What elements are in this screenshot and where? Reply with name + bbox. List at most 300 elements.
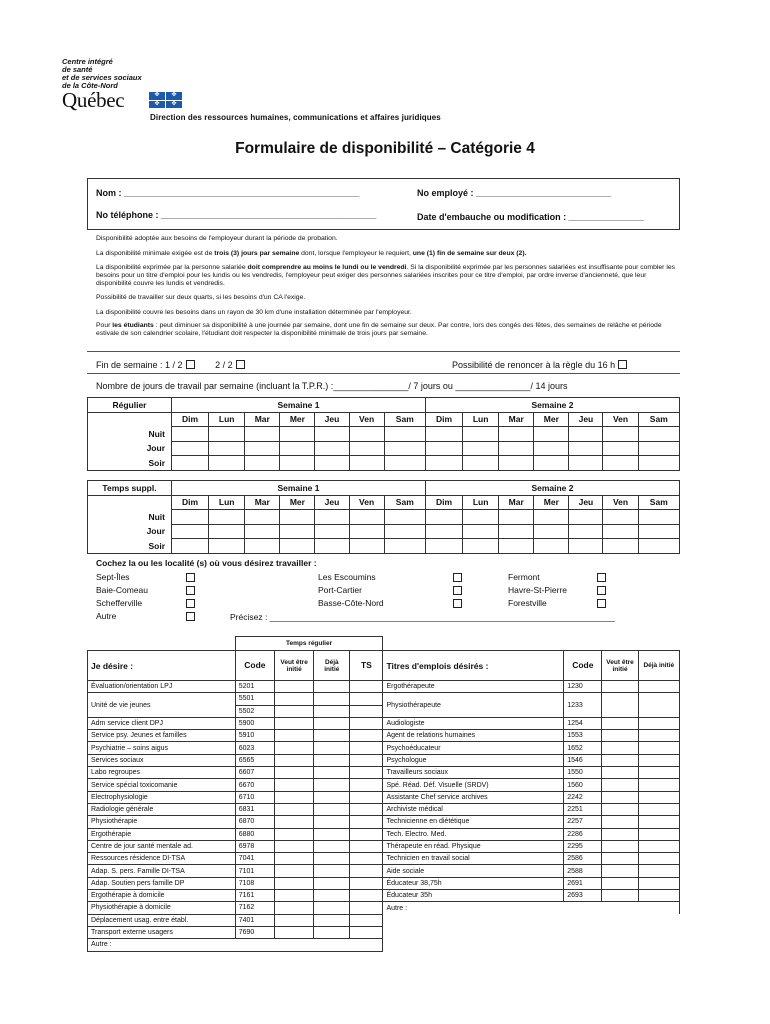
shift-row xyxy=(88,539,680,554)
deja-initie-cell[interactable] xyxy=(638,754,679,766)
veut-etre-initie-cell[interactable] xyxy=(274,890,313,902)
veut-etre-initie-cell[interactable] xyxy=(602,681,638,693)
availability-cell[interactable] xyxy=(209,441,245,456)
availability-cell[interactable] xyxy=(280,510,315,525)
ts-cell[interactable] xyxy=(350,705,383,717)
shift-row xyxy=(88,524,680,539)
veut-etre-initie-cell[interactable] xyxy=(274,791,313,803)
availability-cell[interactable] xyxy=(638,456,679,471)
ts-cell[interactable] xyxy=(350,926,383,938)
availability-cell[interactable] xyxy=(425,539,462,554)
job-row xyxy=(88,754,680,766)
day-header: Jeu xyxy=(569,412,603,427)
job-row xyxy=(88,779,680,791)
job-code: 6023 xyxy=(235,742,274,754)
availability-cell[interactable] xyxy=(603,539,638,554)
spacer xyxy=(88,495,172,510)
availability-cell[interactable] xyxy=(463,427,499,442)
day-header: Ven xyxy=(603,412,638,427)
deja-initie-cell[interactable] xyxy=(638,877,679,889)
job-code: 6565 xyxy=(235,754,274,766)
ts-cell[interactable] xyxy=(350,803,383,815)
deja-initie-cell[interactable] xyxy=(638,890,679,902)
job-title: Ressources résidence DI-TSA xyxy=(88,853,236,865)
job-title: Unité de vie jeunes xyxy=(88,693,236,718)
day-header: Sam xyxy=(384,495,425,510)
locality-checkbox[interactable] xyxy=(453,599,462,608)
veut-etre-initie-cell[interactable] xyxy=(602,693,638,718)
weekend-2-2-checkbox[interactable] xyxy=(236,360,245,369)
availability-cell[interactable] xyxy=(315,427,349,442)
availability-cell[interactable] xyxy=(603,524,638,539)
veut-etre-initie-cell[interactable] xyxy=(274,717,313,729)
veut-etre-initie-cell[interactable] xyxy=(274,828,313,840)
availability-cell[interactable] xyxy=(463,539,499,554)
deja-initie-cell[interactable] xyxy=(314,803,350,815)
veut-etre-initie-cell[interactable] xyxy=(274,902,313,914)
deja-initie-cell[interactable] xyxy=(314,926,350,938)
availability-cell[interactable] xyxy=(245,456,280,471)
job-title: Technicien en travail social xyxy=(383,853,564,865)
deja-initie-cell[interactable] xyxy=(314,693,350,705)
veut-etre-initie-cell[interactable] xyxy=(274,877,313,889)
availability-cell[interactable] xyxy=(315,510,349,525)
shift-label: Soir xyxy=(88,456,172,471)
job-code: 7041 xyxy=(235,853,274,865)
day-header: Dim xyxy=(425,412,462,427)
availability-cell[interactable] xyxy=(245,510,280,525)
availability-cell[interactable] xyxy=(315,441,349,456)
nom-field[interactable]: Nom : _______________________________________________ xyxy=(96,188,360,198)
availability-cell[interactable] xyxy=(280,524,315,539)
ts-cell[interactable] xyxy=(350,791,383,803)
weekend-1-2-checkbox[interactable] xyxy=(186,360,195,369)
deja-initie-cell[interactable] xyxy=(314,914,350,926)
veut-etre-initie-cell[interactable] xyxy=(274,705,313,717)
deja-initie-cell[interactable] xyxy=(638,828,679,840)
day-header: Jeu xyxy=(569,495,603,510)
ts-cell[interactable] xyxy=(350,828,383,840)
deja-initie-cell[interactable] xyxy=(314,902,350,914)
job-row xyxy=(88,914,680,926)
availability-cell[interactable] xyxy=(569,427,603,442)
job-code: 5201 xyxy=(235,681,274,693)
job-row xyxy=(88,730,680,742)
availability-cell[interactable] xyxy=(172,427,209,442)
veut-etre-initie-cell[interactable] xyxy=(602,890,638,902)
job-row xyxy=(88,865,680,877)
job-row xyxy=(88,890,680,902)
ts-cell[interactable] xyxy=(350,902,383,914)
availability-cell[interactable] xyxy=(172,456,209,471)
availability-cell[interactable] xyxy=(603,510,638,525)
availability-cell[interactable] xyxy=(349,441,384,456)
availability-cell[interactable] xyxy=(499,427,534,442)
job-title: Psychiatrie – soins aigus xyxy=(88,742,236,754)
precisez-field[interactable]: Précisez : _________________________________________________________________________ xyxy=(230,612,615,622)
availability-cell[interactable] xyxy=(425,524,462,539)
semaine-1-header: Semaine 1 xyxy=(172,481,426,496)
deja-initie-cell[interactable] xyxy=(314,717,350,729)
deja-initie-cell[interactable] xyxy=(638,730,679,742)
availability-cell[interactable] xyxy=(384,510,425,525)
job-title: Archiviste médical xyxy=(383,803,564,815)
weekend-2-2-label: 2 / 2 xyxy=(215,360,233,370)
locality-label: Basse-Côte-Nord xyxy=(318,598,384,608)
availability-cell[interactable] xyxy=(245,441,280,456)
availability-cell[interactable] xyxy=(172,539,209,554)
job-code: 1230 xyxy=(564,681,602,693)
availability-cell[interactable] xyxy=(638,524,679,539)
renoncer-option xyxy=(452,360,627,370)
availability-cell[interactable] xyxy=(638,427,679,442)
availability-cell[interactable] xyxy=(384,456,425,471)
job-title: Radiologie générale xyxy=(88,803,236,815)
job-code: 1652 xyxy=(564,742,602,754)
veut-etre-initie-cell[interactable] xyxy=(602,717,638,729)
deja-initie-cell[interactable] xyxy=(638,742,679,754)
job-code: 6710 xyxy=(235,791,274,803)
availability-cell[interactable] xyxy=(425,510,462,525)
availability-cell[interactable] xyxy=(172,524,209,539)
deja-initie-cell[interactable] xyxy=(638,840,679,852)
availability-cell[interactable] xyxy=(315,524,349,539)
deja-initie-cell[interactable] xyxy=(314,890,350,902)
deja-initie-cell[interactable] xyxy=(638,816,679,828)
availability-cell[interactable] xyxy=(209,524,245,539)
locality-checkbox[interactable] xyxy=(597,586,606,595)
date-embauche-field[interactable]: Date d'embauche ou modification : _______________ xyxy=(417,212,644,222)
day-header: Mer xyxy=(280,412,315,427)
job-row xyxy=(88,939,680,951)
job-title: Travailleurs sociaux xyxy=(383,767,564,779)
availability-cell[interactable] xyxy=(384,441,425,456)
deja-initie-cell[interactable] xyxy=(314,877,350,889)
job-title: Tech. Electro. Med. xyxy=(383,828,564,840)
availability-cell[interactable] xyxy=(569,441,603,456)
deja-initie-cell[interactable] xyxy=(314,791,350,803)
availability-cell[interactable] xyxy=(349,524,384,539)
ts-cell[interactable] xyxy=(350,742,383,754)
availability-cell[interactable] xyxy=(534,441,569,456)
text-bold: doit comprendre au moins le lundi ou le vendredi xyxy=(247,264,407,271)
two-shifts-paragraph: Possibilité de travailler sur deux quarts, si les besoins d'un CA l'exige. xyxy=(96,294,306,301)
veut-etre-initie-cell[interactable] xyxy=(602,828,638,840)
ts-cell[interactable] xyxy=(350,730,383,742)
availability-cell[interactable] xyxy=(384,427,425,442)
locality-checkbox[interactable] xyxy=(453,573,462,582)
job-title: Physiothérapie xyxy=(88,816,236,828)
veut-etre-initie-cell[interactable] xyxy=(602,767,638,779)
availability-cell[interactable] xyxy=(603,456,638,471)
availability-cell[interactable] xyxy=(280,427,315,442)
availability-cell[interactable] xyxy=(349,510,384,525)
ts-cell[interactable] xyxy=(350,681,383,693)
availability-cell[interactable] xyxy=(280,456,315,471)
divider xyxy=(87,351,680,352)
availability-cell[interactable] xyxy=(569,539,603,554)
deja-initie-cell[interactable] xyxy=(314,705,350,717)
availability-cell[interactable] xyxy=(172,441,209,456)
locality-label: Havre-St-Pierre xyxy=(508,585,568,595)
availability-cell[interactable] xyxy=(638,510,679,525)
availability-cell[interactable] xyxy=(463,524,499,539)
jobs-header xyxy=(88,651,680,681)
text: Pour xyxy=(96,322,113,329)
deja-initie-cell[interactable] xyxy=(638,779,679,791)
availability-cell[interactable] xyxy=(425,456,462,471)
day-header: Lun xyxy=(463,412,499,427)
veut-etre-initie-cell[interactable] xyxy=(602,816,638,828)
veut-etre-initie-cell[interactable] xyxy=(602,730,638,742)
availability-cell[interactable] xyxy=(569,524,603,539)
veut-etre-initie-cell[interactable] xyxy=(602,803,638,815)
locality-checkbox[interactable] xyxy=(186,612,195,621)
schedule-title: Temps suppl. xyxy=(88,481,172,496)
availability-cell[interactable] xyxy=(280,441,315,456)
veut-etre-initie-cell[interactable] xyxy=(274,914,313,926)
availability-cell[interactable] xyxy=(569,510,603,525)
veut-etre-initie-cell[interactable] xyxy=(274,779,313,791)
job-code: 5501 xyxy=(235,693,274,705)
organization-logo xyxy=(62,58,192,110)
availability-cell[interactable] xyxy=(384,539,425,554)
job-title: Psychologue xyxy=(383,754,564,766)
availability-cell[interactable] xyxy=(569,456,603,471)
job-row xyxy=(88,681,680,693)
ts-cell[interactable] xyxy=(350,890,383,902)
day-header: Lun xyxy=(209,495,245,510)
veut-etre-initie-cell[interactable] xyxy=(602,754,638,766)
ts-cell[interactable] xyxy=(350,779,383,791)
job-code: 1560 xyxy=(564,779,602,791)
job-code: 6607 xyxy=(235,767,274,779)
availability-cell[interactable] xyxy=(603,427,638,442)
ts-cell[interactable] xyxy=(350,767,383,779)
veut-etre-initie-cell[interactable] xyxy=(274,754,313,766)
availability-cell[interactable] xyxy=(245,524,280,539)
job-title: Éducateur 35h xyxy=(383,890,564,902)
deja-initie-cell[interactable] xyxy=(638,717,679,729)
availability-cell[interactable] xyxy=(499,456,534,471)
schedule-table-temps-suppl xyxy=(87,480,680,554)
deja-initie-cell[interactable] xyxy=(638,791,679,803)
availability-cell[interactable] xyxy=(349,456,384,471)
text: La disponibilité exprimée par la personne salariée xyxy=(96,264,248,271)
deja-initie-cell[interactable] xyxy=(314,853,350,865)
ts-cell[interactable] xyxy=(350,717,383,729)
deja-initie-cell[interactable] xyxy=(638,803,679,815)
job-title: Spé. Réad. Déf. Visuelle (SRDV) xyxy=(383,779,564,791)
veut-etre-initie-cell[interactable] xyxy=(274,926,313,938)
deja-initie-cell[interactable] xyxy=(314,767,350,779)
availability-cell[interactable] xyxy=(638,539,679,554)
deja-initie-cell[interactable] xyxy=(638,853,679,865)
nb-jours-field[interactable]: Nombre de jours de travail par semaine (incluant la T.P.R.) :_______________/ 7 jours ou _______________/ 14 jours xyxy=(96,381,568,391)
org-line: de la Côte-Nord xyxy=(62,81,118,90)
deja-initie-cell[interactable] xyxy=(314,681,350,693)
job-title: Adap. Soutien pers famille DP xyxy=(88,877,236,889)
jobs-table xyxy=(87,636,680,952)
ts-cell[interactable] xyxy=(350,754,383,766)
veut-etre-initie-cell[interactable] xyxy=(274,681,313,693)
spacer xyxy=(383,939,680,951)
veut-etre-initie-cell[interactable] xyxy=(602,865,638,877)
job-title: Assistante Chef service archives xyxy=(383,791,564,803)
job-title: Adap. S. pers. Famille DI-TSA xyxy=(88,865,236,877)
job-code: 2251 xyxy=(564,803,602,815)
deja-initie-cell[interactable] xyxy=(638,693,679,718)
job-code: 2586 xyxy=(564,853,602,865)
availability-cell[interactable] xyxy=(425,441,462,456)
deja-initie-cell[interactable] xyxy=(314,865,350,877)
availability-cell[interactable] xyxy=(534,456,569,471)
deja-initie-cell[interactable] xyxy=(314,828,350,840)
veut-etre-initie-cell[interactable] xyxy=(602,779,638,791)
deja-initie-cell[interactable] xyxy=(314,779,350,791)
availability-cell[interactable] xyxy=(534,539,569,554)
veut-etre-initie-cell[interactable] xyxy=(602,877,638,889)
availability-cell[interactable] xyxy=(463,510,499,525)
renoncer-checkbox[interactable] xyxy=(618,360,627,369)
locality-label: Sept-Îles xyxy=(96,572,130,582)
locality-label: Schefferville xyxy=(96,598,143,608)
spacer xyxy=(88,412,172,427)
job-code: 2242 xyxy=(564,791,602,803)
veut-etre-initie-cell[interactable] xyxy=(274,865,313,877)
deja-initie-cell[interactable] xyxy=(314,742,350,754)
ts-cell[interactable] xyxy=(350,914,383,926)
job-title: Service psy. Jeunes et familles xyxy=(88,730,236,742)
schedule-week-header xyxy=(88,398,680,413)
job-row xyxy=(88,853,680,865)
locality-checkbox[interactable] xyxy=(186,573,195,582)
availability-cell[interactable] xyxy=(638,441,679,456)
job-title: Audiologiste xyxy=(383,717,564,729)
availability-cell[interactable] xyxy=(245,427,280,442)
day-header: Lun xyxy=(209,412,245,427)
job-row xyxy=(88,717,680,729)
availability-cell[interactable] xyxy=(499,539,534,554)
availability-cell[interactable] xyxy=(172,510,209,525)
day-header: Dim xyxy=(172,495,209,510)
availability-cell[interactable] xyxy=(315,456,349,471)
locality-checkbox[interactable] xyxy=(597,573,606,582)
veut-etre-initie-cell[interactable] xyxy=(274,742,313,754)
job-code: 7161 xyxy=(235,890,274,902)
day-header: Sam xyxy=(638,412,679,427)
availability-cell[interactable] xyxy=(463,441,499,456)
job-title: Ergothérapeute xyxy=(383,681,564,693)
availability-cell[interactable] xyxy=(534,427,569,442)
spacer xyxy=(383,926,680,938)
job-title: Évaluation/orientation LPJ xyxy=(88,681,236,693)
locality-label: Baie-Comeau xyxy=(96,585,148,595)
job-code: 6870 xyxy=(235,816,274,828)
page-title: Formulaire de disponibilité – Catégorie 4 xyxy=(235,140,535,157)
availability-cell[interactable] xyxy=(499,441,534,456)
availability-cell[interactable] xyxy=(499,524,534,539)
minimum-paragraph xyxy=(96,250,676,258)
deja-initie-cell[interactable] xyxy=(314,754,350,766)
job-title: Ergothérapie xyxy=(88,828,236,840)
availability-cell[interactable] xyxy=(209,510,245,525)
availability-cell[interactable] xyxy=(209,427,245,442)
availability-cell[interactable] xyxy=(384,524,425,539)
locality-checkbox[interactable] xyxy=(186,599,195,608)
job-row xyxy=(88,742,680,754)
locality-label: Les Escoumins xyxy=(318,572,376,582)
ts-cell[interactable] xyxy=(350,853,383,865)
availability-cell[interactable] xyxy=(245,539,280,554)
availability-cell[interactable] xyxy=(209,539,245,554)
veut-etre-initie-cell[interactable] xyxy=(602,853,638,865)
veut-etre-initie-cell[interactable] xyxy=(274,767,313,779)
availability-cell[interactable] xyxy=(425,427,462,442)
locality-checkbox[interactable] xyxy=(186,586,195,595)
deja-initie-cell[interactable] xyxy=(314,816,350,828)
ts-cell[interactable] xyxy=(350,877,383,889)
localites-title: Cochez la ou les localité (s) où vous désirez travailler : xyxy=(96,558,317,568)
day-header: Mar xyxy=(499,495,534,510)
deja-initie-cell[interactable] xyxy=(638,865,679,877)
deja-initie-cell[interactable] xyxy=(638,681,679,693)
veut-etre-initie-cell[interactable] xyxy=(274,730,313,742)
divider xyxy=(87,373,680,374)
availability-cell[interactable] xyxy=(349,427,384,442)
veut-etre-initie-cell[interactable] xyxy=(274,816,313,828)
day-header: Mar xyxy=(245,495,280,510)
ts-cell[interactable] xyxy=(350,693,383,705)
deja-initie-cell[interactable] xyxy=(638,767,679,779)
ts-cell[interactable] xyxy=(350,816,383,828)
veut-etre-initie-cell[interactable] xyxy=(602,742,638,754)
ts-cell[interactable] xyxy=(350,865,383,877)
spacer xyxy=(383,914,680,926)
veut-etre-initie-cell[interactable] xyxy=(274,693,313,705)
availability-cell[interactable] xyxy=(534,524,569,539)
text: La disponibilité minimale exigée est de xyxy=(96,250,215,257)
veut-etre-initie-cell[interactable] xyxy=(274,840,313,852)
veut-etre-initie-cell[interactable] xyxy=(274,803,313,815)
no-employe-field[interactable]: No employé : ___________________________ xyxy=(417,188,612,198)
availability-cell[interactable] xyxy=(280,539,315,554)
telephone-field[interactable]: No téléphone : ___________________________________________ xyxy=(96,210,377,220)
shift-label: Nuit xyxy=(88,427,172,442)
availability-cell[interactable] xyxy=(603,441,638,456)
availability-cell[interactable] xyxy=(534,510,569,525)
veut-etre-initie-cell[interactable] xyxy=(602,791,638,803)
availability-cell[interactable] xyxy=(209,456,245,471)
locality-checkbox[interactable] xyxy=(597,599,606,608)
job-row xyxy=(88,816,680,828)
job-title: Technicienne en diététique xyxy=(383,816,564,828)
deja-initie-cell[interactable] xyxy=(314,840,350,852)
veut-etre-initie-cell[interactable] xyxy=(602,840,638,852)
job-title: Centre de jour santé mentale ad. xyxy=(88,840,236,852)
availability-cell[interactable] xyxy=(463,456,499,471)
availability-cell[interactable] xyxy=(499,510,534,525)
availability-cell[interactable] xyxy=(315,539,349,554)
deja-initie-cell[interactable] xyxy=(314,730,350,742)
locality-checkbox[interactable] xyxy=(453,586,462,595)
availability-cell[interactable] xyxy=(349,539,384,554)
job-code: 6880 xyxy=(235,828,274,840)
job-title: Ergothérapie à domicile xyxy=(88,890,236,902)
schedule-days-header xyxy=(88,412,680,427)
veut-etre-initie-cell[interactable] xyxy=(274,853,313,865)
ts-cell[interactable] xyxy=(350,840,383,852)
